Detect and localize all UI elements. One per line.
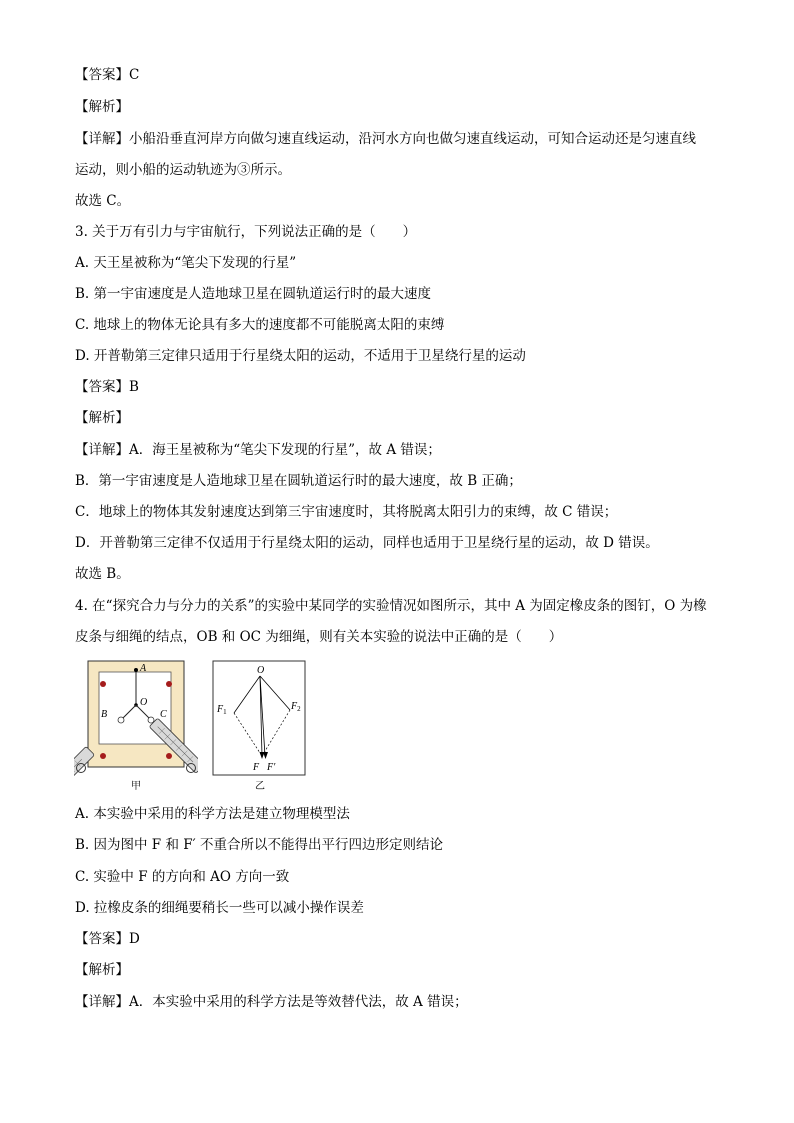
- label-c: C: [160, 709, 167, 720]
- q3-detail-b: B．第一宇宙速度是人造地球卫星在圆轨道运行时的最大速度，故 B 正确；: [75, 473, 522, 489]
- label-o: O: [140, 697, 148, 708]
- q2-choice: 故选 C。: [75, 193, 131, 209]
- q4-detail-a: 【详解】A．本实验中采用的科学方法是等效替代法，故 A 错误；: [75, 994, 468, 1010]
- q2-detail-line2: 运动，则小船的运动轨迹为③所示。: [75, 162, 291, 178]
- q3-option-a: A. 天王星被称为“笔尖下发现的行星”: [75, 255, 297, 271]
- q4-option-a: A. 本实验中采用的科学方法是建立物理模型法: [75, 806, 350, 822]
- q3-answer: 【答案】B: [75, 379, 139, 395]
- q3-option-b: B. 第一宇宙速度是人造地球卫星在圆轨道运行时的最大速度: [75, 286, 432, 302]
- q4-option-d: D. 拉橡皮条的细绳要稍长一些可以减小操作误差: [75, 900, 364, 916]
- q4-answer: 【答案】D: [75, 931, 140, 947]
- q2-analysis: 【解析】: [75, 99, 129, 115]
- pin-bottom-right: [166, 753, 172, 759]
- label-f: F: [253, 762, 260, 773]
- q4-stem-line2: 皮条与细绳的结点，OB 和 OC 为细绳，则有关本实验的说法中正确的是（ ）: [75, 629, 563, 645]
- q3-choice: 故选 B。: [75, 566, 130, 582]
- q4-analysis: 【解析】: [75, 962, 129, 978]
- q3-detail-c: C．地球上的物体其发射速度达到第三宇宙速度时，其将脱离太阳引力的束缚，故 C 错误；: [75, 504, 618, 520]
- pin-bottom-left: [100, 753, 106, 759]
- q3-detail-a: 【详解】A．海王星被称为“笔尖下发现的行星”，故 A 错误；: [75, 442, 441, 458]
- pin-top-right: [166, 681, 172, 687]
- pin-top-left: [100, 681, 106, 687]
- q4-option-c: C. 实验中 F 的方向和 AO 方向一致: [75, 869, 290, 885]
- q4-option-b: B. 因为图中 F 和 F′ 不重合所以不能得出平行四边形定则结论: [75, 837, 443, 853]
- label-a: A: [140, 663, 147, 674]
- label-f1: $F_1$: [217, 704, 227, 716]
- figure-jia: [74, 658, 198, 792]
- label-f-prime: F′: [267, 762, 276, 773]
- label-b: B: [101, 709, 108, 720]
- caption-jia: 甲: [131, 781, 141, 792]
- label-o: O: [257, 665, 265, 676]
- q3-stem: 3. 关于万有引力与宇宙航行，下列说法正确的是（ ）: [75, 224, 417, 240]
- q4-stem-line1: 4. 在“探究合力与分力的关系”的实验中某同学的实验情况如图所示，其中 A 为固定橡皮条的图钉，O 为橡: [75, 598, 707, 614]
- q3-option-c: C. 地球上的物体无论具有多大的速度都不可能脱离太阳的束缚: [75, 317, 445, 333]
- q3-option-d: D. 开普勒第三定律只适用于行星绕太阳的运动，不适用于卫星绕行星的运动: [75, 348, 526, 364]
- label-f2: $F_2$: [291, 701, 301, 713]
- q2-detail-line1: 【详解】小船沿垂直河岸方向做匀速直线运动，沿河水方向也做匀速直线运动，可知合运动还是匀速直线: [75, 131, 696, 147]
- figure-yi: [212, 658, 308, 792]
- q3-analysis: 【解析】: [75, 410, 129, 426]
- caption-yi: 乙: [255, 781, 265, 792]
- pin-a: [134, 668, 138, 672]
- q3-detail-d: D．开普勒第三定律不仅适用于行星绕太阳的运动，同样也适用于卫星绕行星的运动，故 D 错误。: [75, 535, 659, 551]
- q2-answer: 【答案】C: [75, 67, 140, 83]
